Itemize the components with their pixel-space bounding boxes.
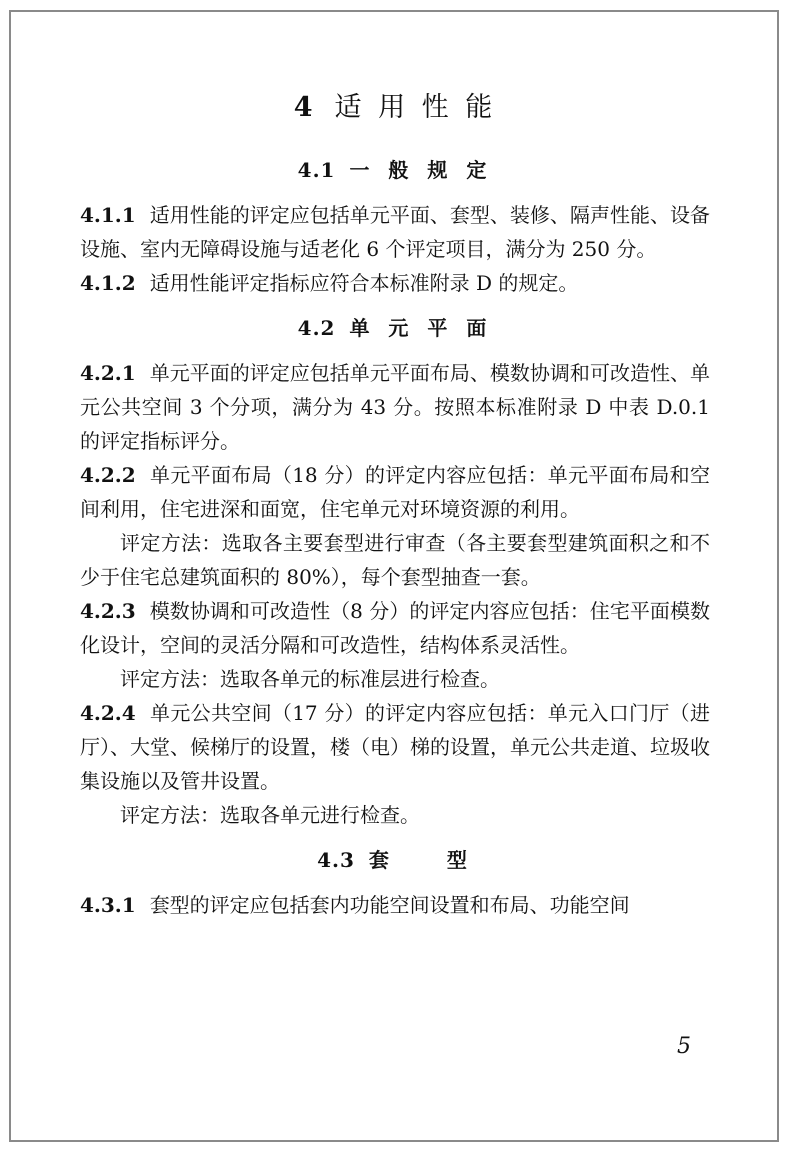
clause-4-1-1	[80, 198, 710, 266]
clause-number: 4.1.1	[80, 203, 136, 227]
clause-4-3-1	[80, 888, 710, 922]
clause-text: 单元平面的评定应包括单元平面布局、模数协调和可改造性、单元公共空间 3 个分项，满分为 43 分。按照本标准附录 D 中表 D.0.1 的评定指标评分。	[80, 361, 710, 453]
section-title: 一 般 规 定	[349, 158, 493, 182]
clause-text: 套型的评定应包括套内功能空间设置和布局、功能空间	[149, 893, 630, 917]
evaluation-method-4-2-2: 评定方法：选取各主要套型进行审查（各主要套型建筑面积之和不少于住宅总建筑面积的 80%），每个套型抽查一套。	[80, 531, 710, 589]
section-number: 4.2	[297, 316, 336, 340]
evaluation-method-4-2-3: 评定方法：选取各单元的标准层进行检查。	[120, 667, 500, 691]
section-heading-4-1	[80, 152, 710, 188]
clause-number: 4.2.4	[80, 701, 136, 725]
clause-number: 4.2.2	[80, 463, 136, 487]
section-number: 4.3	[317, 848, 355, 872]
section-title: 套 型	[368, 848, 473, 872]
clause-4-2-4	[80, 696, 710, 798]
chapter-number: 4	[293, 92, 317, 123]
clause-number: 4.3.1	[80, 893, 136, 917]
clause-text: 模数协调和可改造性（8 分）的评定内容应包括：住宅平面模数化设计，空间的灵活分隔和可改造性，结构体系灵活性。	[80, 599, 710, 657]
chapter-title: 适 用 性 能	[334, 92, 497, 123]
chapter-heading	[80, 88, 710, 128]
section-number: 4.1	[297, 158, 336, 182]
clause-number: 4.2.3	[80, 599, 136, 623]
clause-number: 4.2.1	[80, 361, 136, 385]
clause-4-2-2	[80, 458, 710, 526]
clause-text: 单元公共空间（17 分）的评定内容应包括：单元入口门厅（进厅）、大堂、候梯厅的设置，楼（电）梯的设置，单元公共走道、垃圾收集设施以及管井设置。	[80, 701, 710, 793]
clause-number: 4.1.2	[80, 271, 136, 295]
page-number: 5	[677, 1034, 691, 1059]
section-heading-4-2	[80, 310, 710, 346]
clause-text: 适用性能的评定应包括单元平面、套型、装修、隔声性能、设备设施、室内无障碍设施与适老化 6 个评定项目，满分为 250 分。	[80, 203, 710, 261]
clause-4-2-1	[80, 356, 710, 458]
evaluation-method-4-2-4: 评定方法：选取各单元进行检查。	[120, 803, 420, 827]
clause-text: 单元平面布局（18 分）的评定内容应包括：单元平面布局和空间利用，住宅进深和面宽，住宅单元对环境资源的利用。	[80, 463, 710, 521]
clause-4-1-2	[80, 266, 710, 300]
clause-text: 适用性能评定指标应符合本标准附录 D 的规定。	[149, 271, 579, 295]
section-heading-4-3	[80, 842, 710, 878]
section-title: 单 元 平 面	[349, 316, 493, 340]
page-content	[80, 88, 710, 922]
clause-4-2-3	[80, 594, 710, 662]
